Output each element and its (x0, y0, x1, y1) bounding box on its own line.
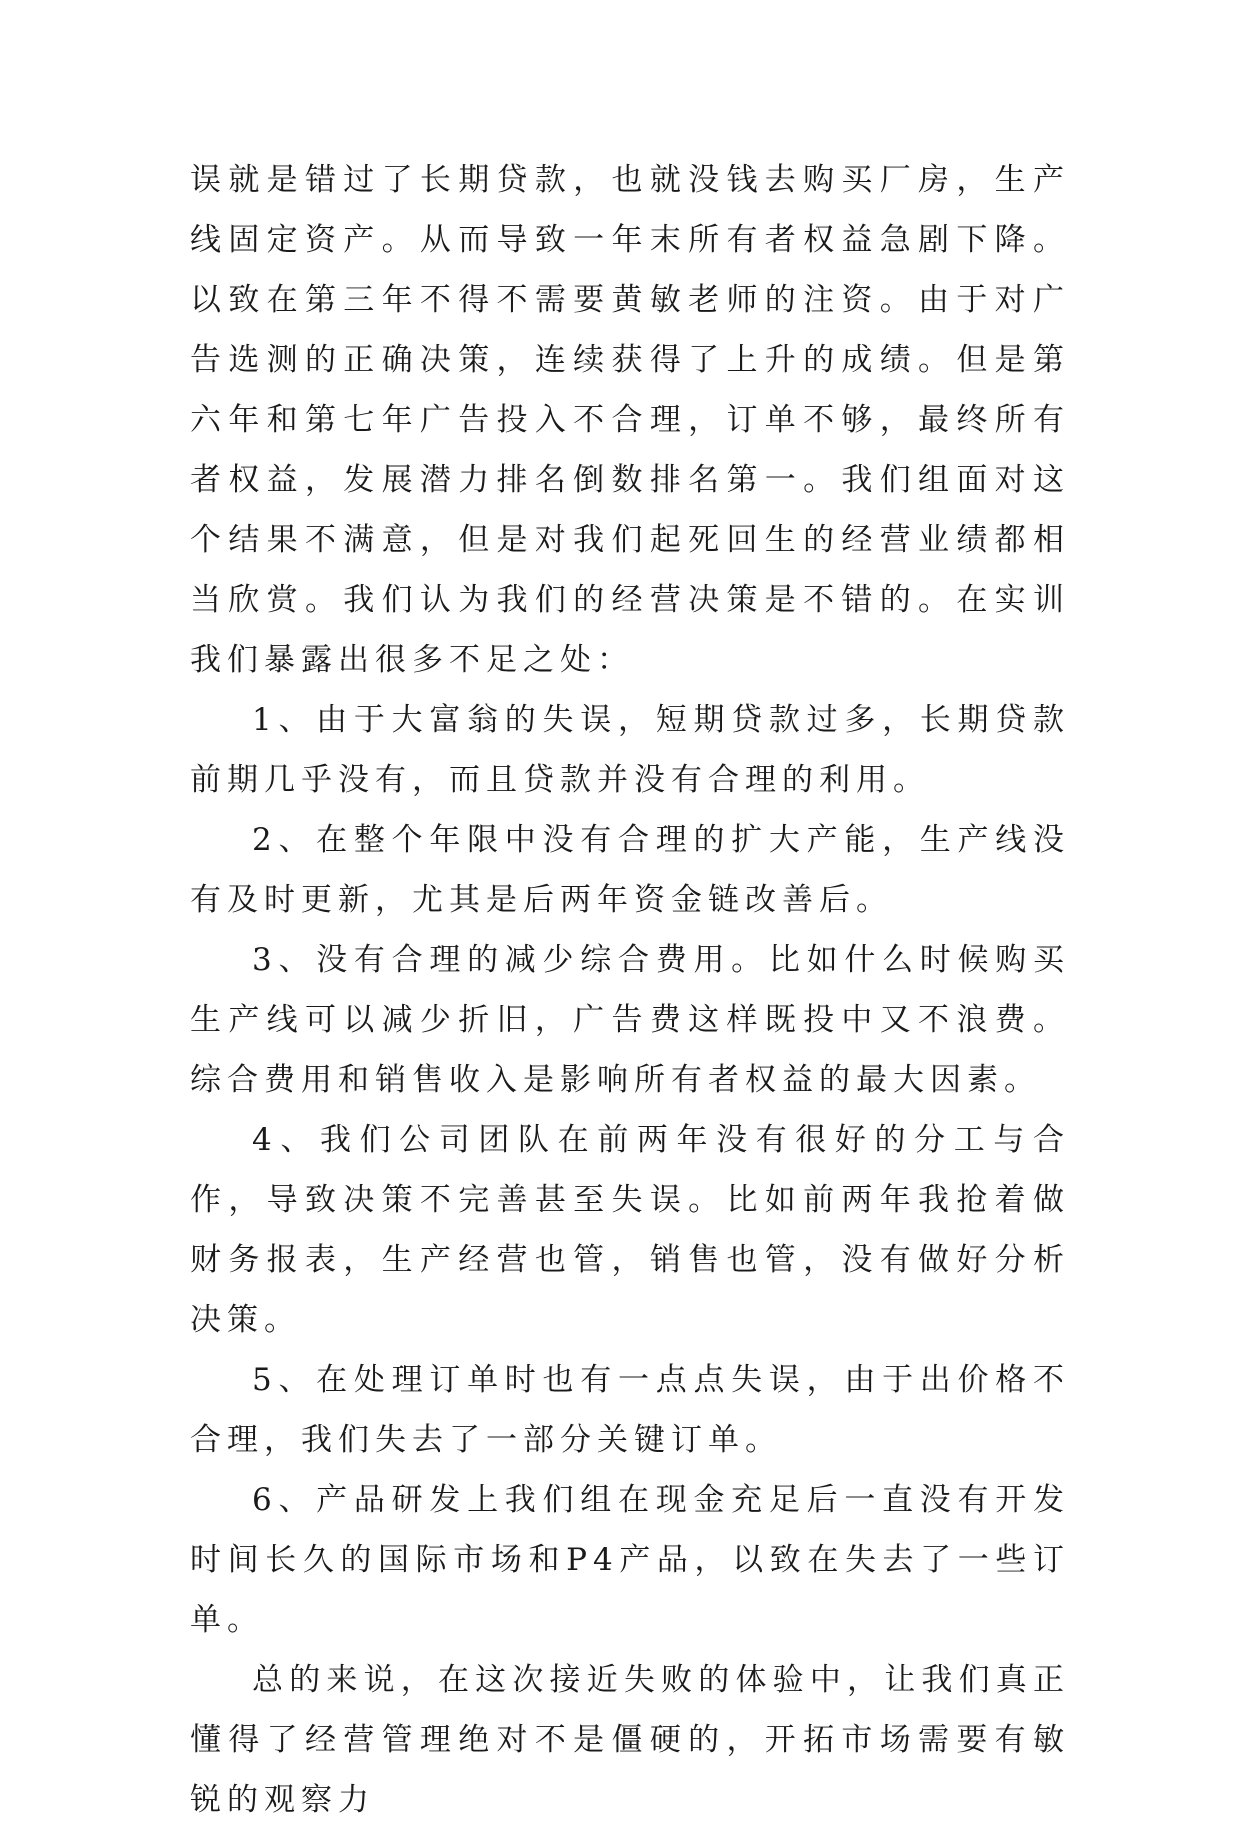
paragraph-item-1: 1、由于大富翁的失误，短期贷款过多，长期贷款前期几乎没有，而且贷款并没有合理的利用。 (190, 702, 1070, 798)
paragraph-intro: 误就是错过了长期贷款，也就没钱去购买厂房，生产线固定资产。从而导致一年末所有者权益急剧下降。以致在第三年不得不需要黄敏老师的注资。由于对广告选测的正确决策，连续获得了上升的成绩。但是第六年和第七年广告投入不合理，订单不够，最终所有者权益，发展潜力排名倒数排名第一。我们组面对这个结果不满意，但是对我们起死回生的经营业绩都相当欣赏。我们认为我们的经营决策是不错的。在实训我们暴露出很多不足之处： (190, 162, 1070, 678)
paragraph-item-3: 3、没有合理的减少综合费用。比如什么时候购买生产线可以减少折旧，广告费这样既投中又不浪费。综合费用和销售收入是影响所有者权益的最大因素。 (190, 942, 1070, 1098)
paragraph-item-5: 5、在处理订单时也有一点点失误，由于出价格不合理，我们失去了一部分关键订单。 (190, 1362, 1070, 1458)
paragraph-conclusion: 总的来说，在这次接近失败的体验中，让我们真正懂得了经营管理绝对不是僵硬的，开拓市场需要有敏锐的观察力 (190, 1662, 1070, 1818)
paragraph-item-4: 4、我们公司团队在前两年没有很好的分工与合作，导致决策不完善甚至失误。比如前两年我抢着做财务报表，生产经营也管，销售也管，没有做好分析决策。 (190, 1122, 1070, 1338)
document-body (190, 150, 1070, 1830)
paragraph-item-6: 6、产品研发上我们组在现金充足后一直没有开发时间长久的国际市场和P4产品，以致在失去了一些订单。 (190, 1482, 1070, 1638)
paragraph-item-2: 2、在整个年限中没有合理的扩大产能，生产线没有及时更新，尤其是后两年资金链改善后。 (190, 822, 1070, 918)
